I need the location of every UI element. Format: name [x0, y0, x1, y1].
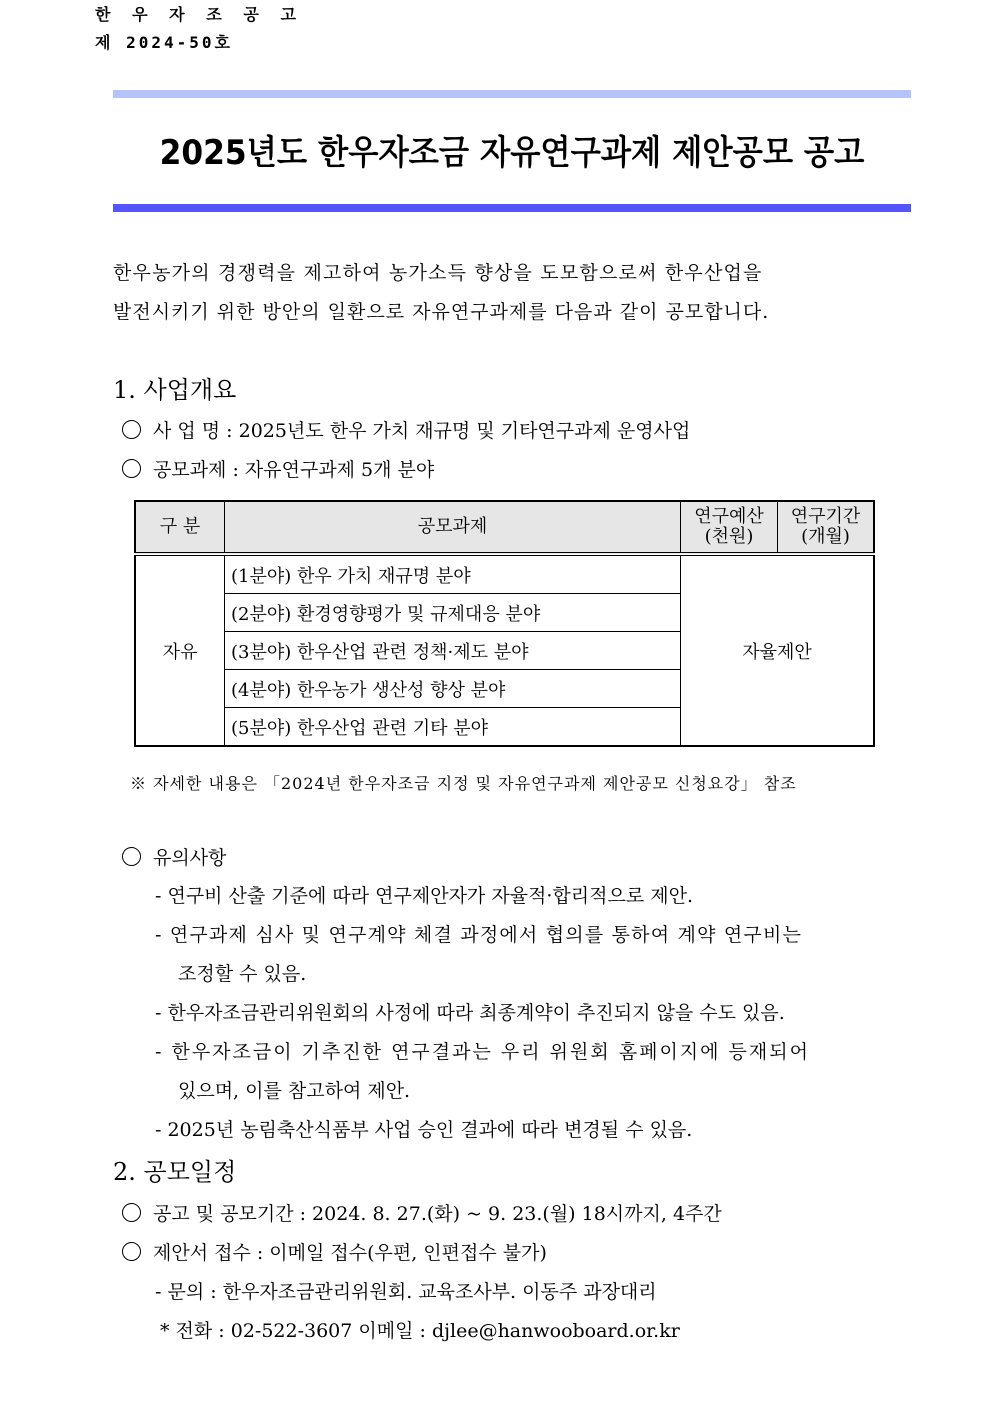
header-category: 구 분 [135, 501, 225, 554]
topic-cell: (3분야) 한우산업 관련 정책·제도 분야 [225, 632, 681, 670]
section-2-heading: 2. 공모일정 [113, 1158, 237, 1186]
caution-item: - 연구과제 심사 및 연구계약 체결 과정에서 협의를 통하여 계약 연구비는 [155, 924, 803, 946]
reference-note: ※ 자세한 내용은 「2024년 한우자조금 지정 및 자유연구과제 제안공모 신청요강」 참조 [130, 774, 797, 793]
phone-email-line: * 전화 : 02-522-3607 이메일 : djlee@hanwooboard.or.kr [160, 1320, 680, 1342]
cautions-heading: 유의사항 [122, 843, 226, 870]
intro-line-2: 발전시키기 위한 방안의 일환으로 자유연구과제를 다음과 같이 공모합니다. [113, 301, 770, 323]
circle-bullet-icon [122, 1242, 141, 1261]
notice-number: 제 2024-50호 [95, 33, 233, 52]
caution-item: - 연구비 산출 기준에 따라 연구제안자가 자율적·합리적으로 제안. [155, 885, 693, 907]
header-budget: 연구예산 (천원) [681, 501, 778, 554]
header-topic: 공모과제 [225, 501, 681, 554]
caution-item: - 2025년 농림축산식품부 사업 승인 결과에 따라 변경될 수 있음. [155, 1119, 693, 1141]
topics-table [134, 500, 875, 747]
title-top-bar [113, 90, 911, 98]
circle-bullet-icon [122, 1203, 141, 1222]
category-cell: 자유 [135, 554, 225, 746]
caution-item: - 한우자조금관리위원회의 사정에 따라 최종계약이 추진되지 않을 수도 있음. [155, 1002, 785, 1024]
contact-info: - 문의 : 한우자조금관리위원회. 교육조사부. 이동주 과장대리 [155, 1281, 657, 1303]
table-header-row [135, 501, 874, 554]
title-bottom-bar [113, 204, 911, 212]
business-name-item: 사 업 명 : 2025년도 한우 가치 재규명 및 기타연구과제 운영사업 [122, 416, 690, 443]
table-row [135, 554, 874, 594]
topic-count-item: 공모과제 : 자유연구과제 5개 분야 [122, 455, 434, 482]
section-1-heading: 1. 사업개요 [113, 376, 237, 404]
topic-cell: (4분야) 한우농가 생산성 향상 분야 [225, 670, 681, 708]
circle-bullet-icon [122, 459, 141, 478]
caution-item-continued: 조정할 수 있음. [178, 963, 307, 985]
intro-line-1: 한우농가의 경쟁력을 제고하여 농가소득 향상을 도모함으로써 한우산업을 [113, 262, 763, 284]
budget-period-cell: 자율제안 [681, 554, 875, 746]
header-period: 연구기간 (개월) [778, 501, 875, 554]
caution-item-continued: 있으며, 이를 참고하여 제안. [178, 1080, 411, 1102]
issuer-label: 한 우 자 조 공 고 [95, 5, 302, 24]
caution-item: - 한우자조금이 기추진한 연구결과는 우리 위원회 홈페이지에 등재되어 [155, 1041, 810, 1063]
submission-method-item: 제안서 접수 : 이메일 접수(우편, 인편접수 불가) [122, 1238, 547, 1265]
page-title: 2025년도 한우자조금 자유연구과제 제안공모 공고 [159, 133, 865, 173]
topic-cell: (1분야) 한우 가치 재규명 분야 [225, 554, 681, 594]
circle-bullet-icon [122, 420, 141, 439]
schedule-period-item: 공고 및 공모기간 : 2024. 8. 27.(화) ~ 9. 23.(월) 18시까지, 4주간 [122, 1199, 722, 1226]
topic-cell: (2분야) 환경영향평가 및 규제대응 분야 [225, 594, 681, 632]
circle-bullet-icon [122, 847, 141, 866]
topic-cell: (5분야) 한우산업 관련 기타 분야 [225, 708, 681, 747]
